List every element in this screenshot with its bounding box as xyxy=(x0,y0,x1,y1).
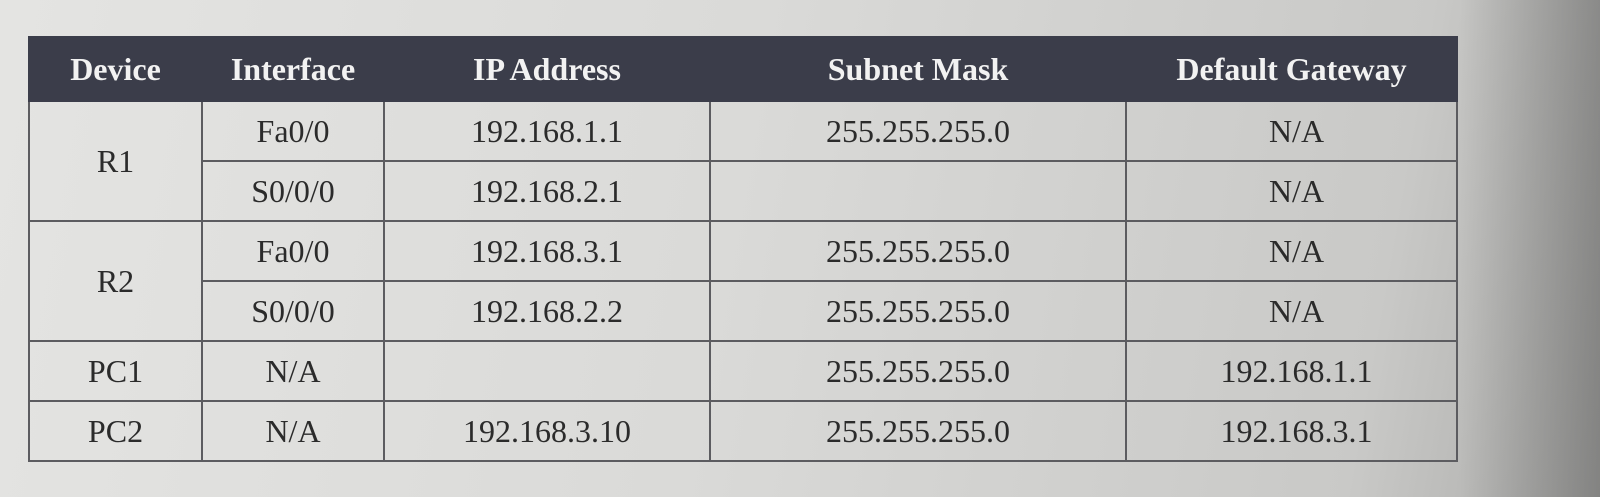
gateway-cell: N/A xyxy=(1126,281,1457,341)
addressing-table xyxy=(28,36,1458,462)
mask-cell: 255.255.255.0 xyxy=(710,101,1126,161)
mask-cell: 255.255.255.0 xyxy=(710,341,1126,401)
gateway-cell: 192.168.1.1 xyxy=(1126,341,1457,401)
page-edge-shadow xyxy=(1460,0,1600,497)
table-row xyxy=(29,401,1457,461)
ip-cell: 192.168.2.1 xyxy=(384,161,710,221)
header-ip-address: IP Address xyxy=(384,37,710,101)
interface-cell: N/A xyxy=(202,341,384,401)
ip-cell: 192.168.2.2 xyxy=(384,281,710,341)
interface-cell: Fa0/0 xyxy=(202,101,384,161)
gateway-cell: N/A xyxy=(1126,161,1457,221)
mask-cell: 255.255.255.0 xyxy=(710,221,1126,281)
table-row xyxy=(29,221,1457,281)
mask-cell: 255.255.255.0 xyxy=(710,401,1126,461)
ip-cell: 192.168.3.1 xyxy=(384,221,710,281)
interface-cell: S0/0/0 xyxy=(202,161,384,221)
ip-cell: 192.168.3.10 xyxy=(384,401,710,461)
table-row xyxy=(29,281,1457,341)
table-row xyxy=(29,161,1457,221)
interface-cell: N/A xyxy=(202,401,384,461)
gateway-cell: N/A xyxy=(1126,101,1457,161)
device-cell: R1 xyxy=(29,101,202,221)
table-row xyxy=(29,341,1457,401)
interface-cell: Fa0/0 xyxy=(202,221,384,281)
header-default-gateway: Default Gateway xyxy=(1126,37,1457,101)
mask-cell xyxy=(710,161,1126,221)
device-cell: PC2 xyxy=(29,401,202,461)
gateway-cell: N/A xyxy=(1126,221,1457,281)
header-interface: Interface xyxy=(202,37,384,101)
header-device: Device xyxy=(29,37,202,101)
header-row xyxy=(29,37,1457,101)
table-row xyxy=(29,101,1457,161)
ip-cell xyxy=(384,341,710,401)
device-cell: PC1 xyxy=(29,341,202,401)
interface-cell: S0/0/0 xyxy=(202,281,384,341)
ip-cell: 192.168.1.1 xyxy=(384,101,710,161)
header-subnet-mask: Subnet Mask xyxy=(710,37,1126,101)
mask-cell: 255.255.255.0 xyxy=(710,281,1126,341)
device-cell: R2 xyxy=(29,221,202,341)
gateway-cell: 192.168.3.1 xyxy=(1126,401,1457,461)
